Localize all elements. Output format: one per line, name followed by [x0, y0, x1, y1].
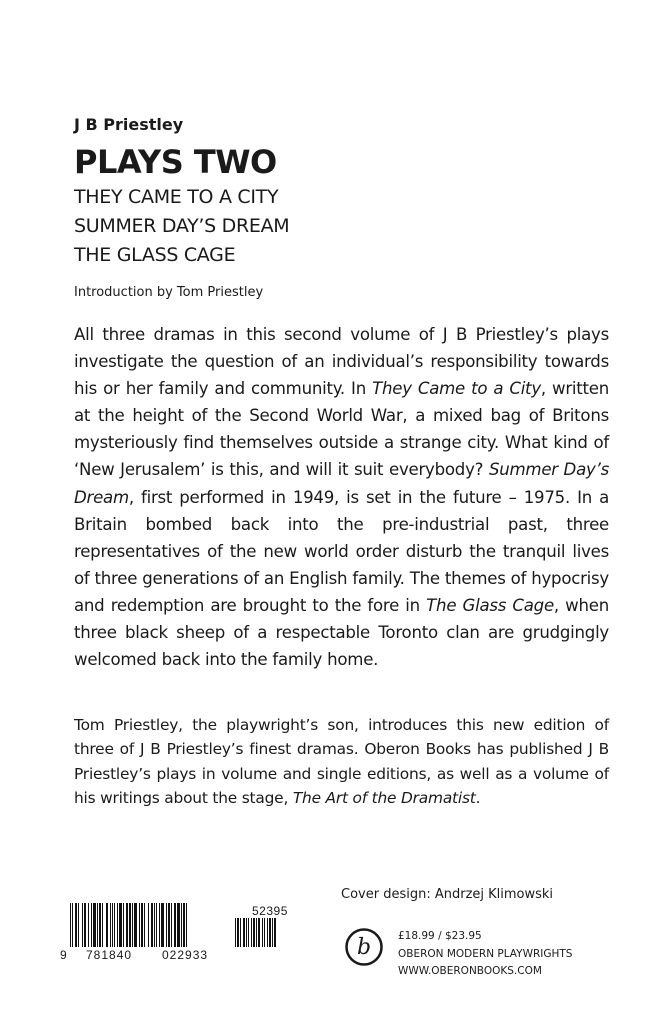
barcode-bar	[151, 903, 153, 947]
barcode-bar	[102, 903, 103, 947]
barcode-bar	[186, 903, 187, 947]
barcode-bar	[243, 918, 245, 947]
barcode-bar	[82, 903, 83, 947]
barcode-bar	[248, 918, 249, 947]
publisher-website: WWW.OBERONBOOKS.COM	[398, 965, 542, 977]
barcode-bar	[166, 903, 167, 947]
barcode-bar	[129, 903, 131, 947]
barcode-bar	[168, 903, 170, 947]
book-title-italic: The Art of the Dramatist	[292, 789, 476, 808]
description-paragraph-1: All three dramas in this second volume of J B Priestley’s plays investigate the question of an individual’s responsibility towards his or her family and community. In They Came to a City, written at the height of the Second World War, a mixed bag of Britons mysteriously find themselves outside a strange city. What kind of ‘New Jerusalem’ is this, and will it suit everybody? Summer Day’s Dream, first performed in 1949, is set in the future – 1975. In a Britain bombed back into the pre-industrial past, three representatives of the new world order disturb the tranquil lives of three generations of an English family. The themes of hypocrisy and redemption are brought to the fore in The Glass Cage, when three black sheep of a respectable Toronto clan are grudgingly welcomed back into the family home.	[74, 325, 610, 670]
publisher-info	[398, 928, 572, 981]
barcode-bar	[75, 903, 77, 947]
barcode-bar	[183, 903, 185, 947]
barcode-bar	[274, 918, 276, 947]
barcode-bar	[237, 918, 239, 947]
barcode-first-digit: 9	[60, 948, 67, 962]
barcode-bar	[174, 903, 176, 947]
series-name: OBERON MODERN PLAYWRIGHTS	[398, 947, 573, 960]
book-title: PLAYS TWO	[74, 143, 277, 181]
barcode-bar	[114, 903, 115, 947]
barcode-bar	[139, 903, 140, 947]
barcode-bar	[93, 903, 96, 947]
barcode-left-digits: 781840	[86, 948, 133, 962]
barcode-bar	[88, 903, 89, 947]
barcode-right-digits: 022933	[162, 948, 209, 962]
barcode-bar	[84, 903, 86, 947]
description-paragraph-2: Tom Priestley, the playwright’s son, introduces this new edition of three of J B Priestley’s finest dramas. Oberon Books has published J B Priestley’s plays in volume and single editions, as well as a volume of his writings about the stage, The Art of the Dramatist.	[74, 716, 609, 808]
barcode-bar	[161, 903, 164, 947]
cover-design-credit: Cover design: Andrzej Klimowski	[341, 887, 554, 902]
barcode-bar	[144, 903, 145, 947]
barcode-bar	[272, 918, 273, 947]
barcode-bar	[141, 903, 143, 947]
barcode-bar	[70, 903, 71, 947]
barcode-bar	[240, 918, 241, 947]
barcode-bar	[78, 903, 79, 947]
play-title-3: THE GLASS CAGE	[74, 244, 236, 266]
barcode-bar	[156, 903, 157, 947]
barcode-bar	[110, 903, 111, 947]
barcode-bar	[246, 918, 247, 947]
barcode-bar	[91, 903, 92, 947]
barcode-bar	[177, 903, 180, 947]
play-title-italic-2: Summer Day’s Dream	[74, 460, 609, 507]
barcode-bar	[126, 903, 128, 947]
barcode-bar	[253, 918, 255, 947]
barcode-bar	[258, 918, 260, 947]
play-title-italic-1: They Came to a City	[372, 379, 541, 399]
author-name: J B Priestley	[74, 115, 184, 134]
barcode-bar	[262, 918, 263, 947]
barcode-bar	[134, 903, 137, 947]
barcode-bar	[72, 903, 73, 947]
play-title-2: SUMMER DAY’S DREAM	[74, 215, 290, 237]
barcode-bar	[154, 903, 155, 947]
barcode-bar	[148, 903, 149, 947]
barcode-bar	[267, 918, 268, 947]
introduction-credit: Introduction by Tom Priestley	[74, 285, 264, 300]
barcode-bar	[256, 918, 257, 947]
barcode-bar	[123, 903, 124, 947]
barcode-bar	[132, 903, 133, 947]
barcode-bar	[251, 918, 252, 947]
price: £18.99 / $23.95	[398, 930, 482, 942]
barcode-bar	[269, 918, 271, 947]
barcode-bar	[235, 918, 236, 947]
barcode-bar	[97, 903, 98, 947]
barcode-bar	[117, 903, 118, 947]
isbn-barcode	[70, 903, 222, 947]
barcode-bar	[159, 903, 160, 947]
barcode-bar	[171, 903, 172, 947]
price-addon-barcode	[235, 918, 291, 947]
barcode-addon-digits: 52395	[252, 904, 288, 918]
play-title-1: THEY CAME TO A CITY	[74, 186, 279, 208]
barcode-bar	[106, 903, 108, 947]
barcode-bar	[181, 903, 182, 947]
barcode-bar	[99, 903, 101, 947]
barcode-bar	[119, 903, 122, 947]
oberon-logo-icon	[344, 927, 384, 967]
barcode-bar	[264, 918, 265, 947]
play-title-italic-3: The Glass Cage	[426, 595, 554, 615]
barcode-bar	[112, 903, 113, 947]
svg-text:b: b	[356, 935, 372, 960]
